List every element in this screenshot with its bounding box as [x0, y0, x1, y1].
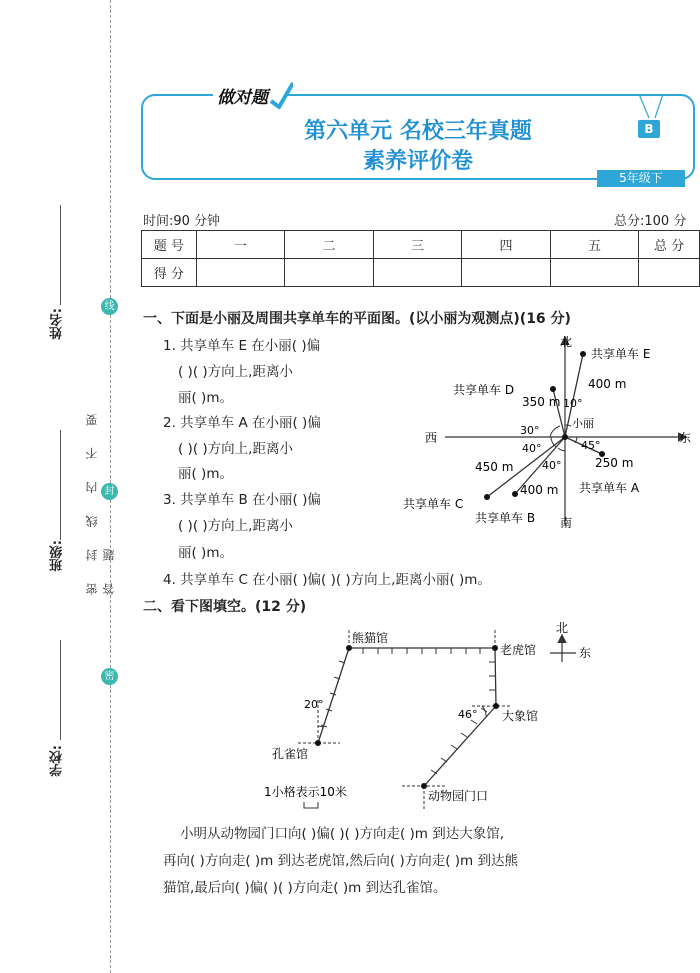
- point-elephant: [493, 703, 499, 709]
- table-cell: 得 分: [142, 259, 197, 287]
- point-D: [550, 386, 556, 392]
- dist-E-label: 400 m: [588, 377, 627, 391]
- point-C: [484, 494, 490, 500]
- q4-line: 4. 共享单车 C 在小丽( )偏( )( )方向上,距离小丽( )m。: [163, 572, 491, 588]
- section2-para-line3: 猫馆,最后向( )偏( )( )方向走( )m 到达孔雀馆。: [163, 880, 447, 896]
- score-input-cell[interactable]: [462, 259, 551, 287]
- zoo-route-diagram: [262, 618, 602, 814]
- title-line1: 第六单元 名校三年真题: [304, 119, 532, 144]
- section2-heading: 二、看下图填空。(12 分): [143, 599, 307, 615]
- tiger-label: 老虎馆: [500, 643, 537, 657]
- scale-label: 1小格表示10米: [264, 785, 347, 799]
- q1-line1: 1. 共享单车 E 在小丽( )偏: [163, 338, 321, 354]
- score-input-cell[interactable]: [285, 259, 374, 287]
- table-cell: 五: [550, 231, 639, 259]
- q1-line2: ( )( )方向上,距离小: [178, 364, 293, 380]
- point-gate: [421, 783, 427, 789]
- total-score: 总分:100 分: [614, 214, 687, 229]
- table-cell: 总 分: [639, 231, 700, 259]
- seal-mark-mid: 封: [101, 483, 118, 500]
- grade-tag: 5年级下: [597, 170, 685, 187]
- section1-heading: 一、下面是小丽及周围共享单车的平面图。(以小丽为观测点)(16 分): [143, 311, 571, 327]
- time-limit: 时间:90 分钟: [143, 214, 221, 229]
- q2-line3: 丽( )m。: [178, 466, 233, 482]
- south-label: 南: [560, 516, 573, 530]
- point-B: [512, 491, 518, 497]
- point-panda: [346, 645, 352, 651]
- q2-line1: 2. 共享单车 A 在小丽( )偏: [163, 415, 321, 431]
- section2-para-line1: 小明从动物园门口向( )偏( )( )方向走( )m 到达大象馆,: [180, 826, 505, 842]
- q1-line3: 丽( )m。: [178, 390, 233, 406]
- class-line: [60, 430, 61, 540]
- peacock-label: 孔雀馆: [272, 747, 309, 761]
- tag-lanyard-icon: [633, 92, 669, 122]
- dist-D-label: 350 m: [522, 395, 561, 409]
- score-input-cell[interactable]: [550, 259, 639, 287]
- score-table: [141, 230, 700, 287]
- seal-mark-top: 线: [101, 298, 118, 315]
- score-input-cell[interactable]: [373, 259, 462, 287]
- angle-20-label: 20°: [304, 698, 324, 711]
- table-cell: 三: [373, 231, 462, 259]
- angle-arc: [318, 726, 323, 727]
- school-label: 学校:: [50, 745, 65, 777]
- angle-arc: [558, 448, 565, 451]
- compass-north-label: 北: [556, 621, 569, 635]
- table-cell: 二: [285, 231, 374, 259]
- panda-label: 熊猫馆: [352, 631, 389, 645]
- class-label: 班级:: [50, 540, 65, 572]
- version-tag: B: [638, 120, 660, 138]
- angle-10-label: 10°: [563, 397, 583, 410]
- point-E: [580, 351, 586, 357]
- bike-E-label: 共享单车 E: [591, 347, 651, 361]
- table-row: [142, 231, 700, 259]
- compass-east-label: 东: [579, 646, 592, 660]
- name-line: [60, 205, 61, 305]
- point-tiger: [492, 645, 498, 651]
- section2-para-line2: 再向( )方向走( )m 到达老虎馆,然后向( )方向走( )m 到达熊: [163, 853, 518, 869]
- name-label: 姓名:: [50, 308, 65, 340]
- title-line2: 素养评价卷: [362, 149, 473, 174]
- angle-40-label-b: 40°: [542, 459, 562, 472]
- point-peacock: [315, 740, 321, 746]
- q2-line2: ( )( )方向上,距离小: [178, 441, 293, 457]
- badge: [213, 81, 293, 109]
- score-input-cell[interactable]: [196, 259, 285, 287]
- seal-text: 密 封 线 内 不 要 答 题: [85, 404, 116, 595]
- center-point: [562, 434, 568, 440]
- east-label: 东: [679, 431, 692, 445]
- q3-line2: ( )( )方向上,距离小: [178, 518, 293, 534]
- route-tiger-elephant: [495, 648, 496, 706]
- table-cell: 四: [462, 231, 551, 259]
- center-label: 小丽: [572, 417, 594, 430]
- bike-D-label: 共享单车 D: [453, 383, 515, 397]
- q3-line3: 丽( )m。: [178, 545, 233, 561]
- table-cell: 一: [196, 231, 285, 259]
- badge-text: 做对题: [217, 88, 268, 108]
- angle-30-label: 30°: [520, 424, 540, 437]
- scale-bar: [304, 802, 318, 808]
- elephant-label: 大象馆: [502, 709, 539, 723]
- bike-B-label: 共享单车 B: [475, 511, 536, 525]
- route-panda-peacock: [318, 648, 349, 743]
- angle-arc: [550, 426, 560, 437]
- dist-C-label: 450 m: [475, 460, 514, 474]
- dist-A-label: 250 m: [595, 456, 634, 470]
- angle-46-label: 46°: [458, 708, 478, 721]
- west-label: 西: [425, 431, 438, 445]
- table-cell: 题 号: [142, 231, 197, 259]
- angle-45-label: 45°: [581, 439, 601, 452]
- bike-A-label: 共享单车 A: [579, 481, 640, 495]
- school-line: [60, 640, 61, 740]
- gate-label: 动物园门口: [428, 789, 489, 803]
- seal-mark-bottom: 密: [101, 668, 118, 685]
- table-row: [142, 259, 700, 287]
- q3-line1: 3. 共享单车 B 在小丽( )偏: [163, 492, 321, 508]
- north-label: 北: [560, 335, 573, 349]
- score-input-cell[interactable]: [639, 259, 700, 287]
- bike-position-diagram: [395, 330, 695, 530]
- bike-C-label: 共享单车 C: [403, 497, 464, 511]
- angle-40-label-a: 40°: [522, 442, 542, 455]
- dist-B-label: 400 m: [520, 483, 559, 497]
- angle-arc: [482, 706, 486, 716]
